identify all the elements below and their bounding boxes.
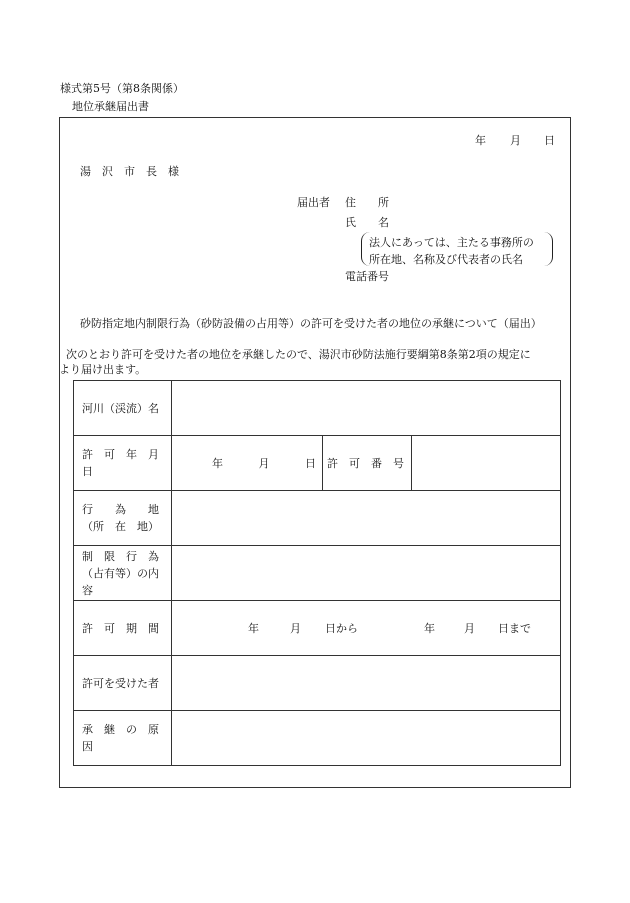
table-row-cause <box>74 711 561 766</box>
site-label-line1: 行 為 地 <box>82 503 159 516</box>
period-label: 許 可 期 間 <box>74 601 172 656</box>
permit-date-day: 日 <box>305 456 316 470</box>
content-label-line2: （占有等）の内容 <box>82 566 159 597</box>
table-row-river <box>74 381 561 436</box>
body-text-line1: 次のとおり許可を受けた者の地位を承継したので、湯沢市砂防法施行要綱第8条第2項の規定に <box>66 348 531 361</box>
name-label: 氏 名 <box>345 216 389 229</box>
form-number: 様式第5号（第8条関係） <box>60 82 184 95</box>
subject-line: 砂防指定地内制限行為（砂防設備の占用等）の許可を受けた者の地位の承継について（届出） <box>80 317 542 330</box>
content-label <box>74 546 172 601</box>
site-label <box>74 491 172 546</box>
applicant-label: 届出者 <box>297 196 330 209</box>
period-to-month: 月 <box>464 621 475 635</box>
addressee: 湯 沢 市 長 様 <box>80 165 179 178</box>
body-text-line2: より届け出ます。 <box>59 363 147 376</box>
table-row-content <box>74 546 561 601</box>
table-row-period <box>74 601 561 656</box>
river-value-cell[interactable] <box>172 381 561 436</box>
date-year: 年 <box>475 134 486 147</box>
table-row-permit-date <box>74 436 561 491</box>
address-label: 住 所 <box>345 196 389 209</box>
period-to-day: 日まで <box>498 621 531 635</box>
corporate-note-line1: 法人にあっては、主たる事務所の <box>369 236 534 249</box>
content-label-line1: 制 限 行 為 <box>82 549 159 563</box>
document-title: 地位承継届出書 <box>72 100 149 113</box>
corporate-note-line2: 所在地、名称及び代表者の氏名 <box>369 253 523 266</box>
site-value-cell[interactable] <box>172 491 561 546</box>
table-row-holder <box>74 656 561 711</box>
period-value-cell[interactable] <box>172 601 561 656</box>
permit-date-year: 年 <box>212 456 223 470</box>
permit-date-value-cell[interactable] <box>172 436 323 491</box>
date-day: 日 <box>544 134 555 147</box>
holder-label: 許可を受けた者 <box>74 656 172 711</box>
content-value-cell[interactable] <box>172 546 561 601</box>
river-label: 河川（渓流）名 <box>74 381 172 436</box>
cause-label: 承 継 の 原 因 <box>74 711 172 766</box>
table-row-site <box>74 491 561 546</box>
cause-value-cell[interactable] <box>172 711 561 766</box>
permit-date-label: 許 可 年 月 日 <box>74 436 172 491</box>
site-label-line2: （所 在 地） <box>82 520 159 533</box>
permit-date-month: 月 <box>258 456 270 470</box>
period-from-year: 年 <box>248 621 259 635</box>
period-from-month: 月 <box>290 621 301 635</box>
permit-number-label: 許 可 番 号 <box>323 436 412 491</box>
permit-number-value-cell[interactable] <box>412 436 561 491</box>
date-month: 月 <box>510 134 521 147</box>
holder-value-cell[interactable] <box>172 656 561 711</box>
phone-label: 電話番号 <box>345 270 389 283</box>
period-from-day: 日から <box>325 621 358 635</box>
period-to-year: 年 <box>424 621 435 635</box>
form-table <box>73 380 561 766</box>
